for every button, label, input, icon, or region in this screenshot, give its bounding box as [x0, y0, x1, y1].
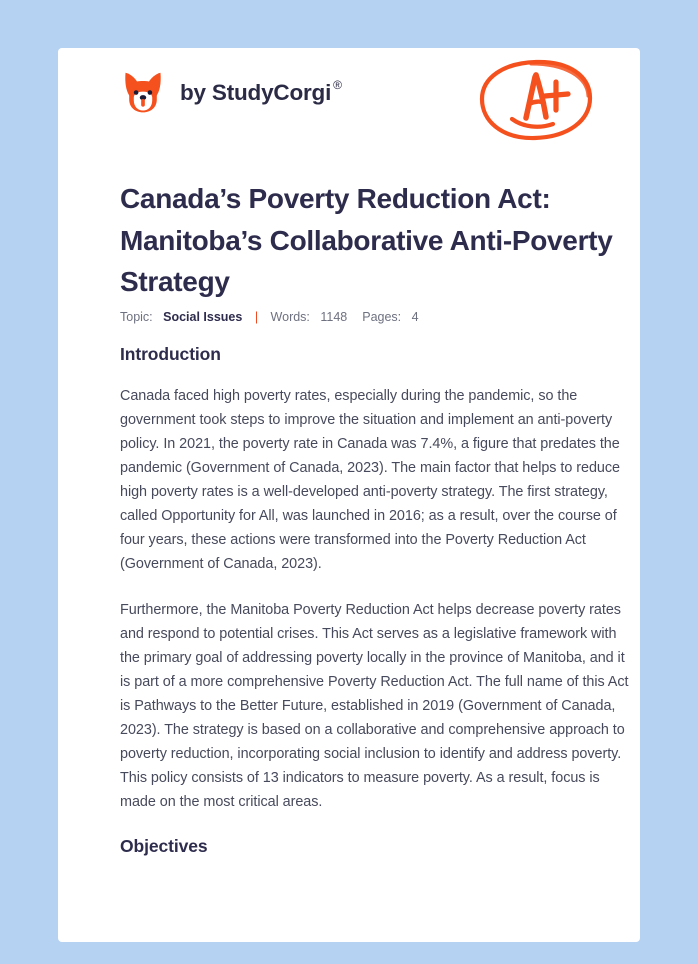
meta-separator: |	[254, 310, 259, 324]
meta-topic-value[interactable]: Social Issues	[163, 310, 243, 324]
corgi-face-icon	[120, 70, 166, 116]
meta-topic-label: Topic:	[120, 310, 153, 324]
document-meta	[120, 310, 419, 324]
paragraph: Canada faced high poverty rates, especially during the pandemic, so the government took steps to improve the situation and implement an anti-poverty policy. In 2021, the poverty rate in Canada was 7.4%, a figure that predates the pandemic (Government of Canada, 2023). The main factor that helps to reduce high poverty rates is a well-developed anti-poverty strategy. The first strategy, called Opportunity for All, was launched in 2016; as a result, over the course of four years, these actions were transformed into the Poverty Reduction Act (Government of Canada, 2023).	[120, 388, 620, 572]
document-header	[58, 48, 640, 150]
a-plus-grade-badge-icon	[477, 56, 595, 144]
registered-mark: ®	[333, 77, 342, 92]
document-sheet	[58, 48, 640, 942]
paragraph: Furthermore, the Manitoba Poverty Reduction Act helps decrease poverty rates and respond to potential crises. This Act serves as a legislative framework with the primary goal of addressing poverty locally in the province of Manitoba, and it is part of a more comprehensive Poverty Reduction Act. The full name of this Act is Pathways to the Better Future, established in 2019 (Government of Canada, 2023). The strategy is based on a collaborative and comprehensive approach to poverty reduction, incorporating social inclusion to identify and address poverty. This policy consists of 13 indicators to measure poverty. As a result, focus is made on the most critical areas.	[120, 602, 629, 810]
brand-wordmark	[180, 77, 342, 105]
meta-pages-value: 4	[411, 310, 419, 324]
section-heading-objectives: Objectives	[120, 836, 208, 856]
studycorgi-brand[interactable]	[120, 70, 342, 116]
page-title: Canada’s Poverty Reduction Act: Manitoba’s Collaborative Anti-Poverty Strategy	[120, 183, 613, 297]
brand-name-text: by StudyCorgi	[180, 79, 332, 105]
document-body	[120, 344, 632, 857]
meta-words-label: Words:	[270, 310, 310, 324]
meta-words-value: 1148	[320, 310, 348, 324]
section-heading-introduction: Introduction	[120, 344, 221, 364]
meta-pages-label: Pages:	[362, 310, 402, 324]
